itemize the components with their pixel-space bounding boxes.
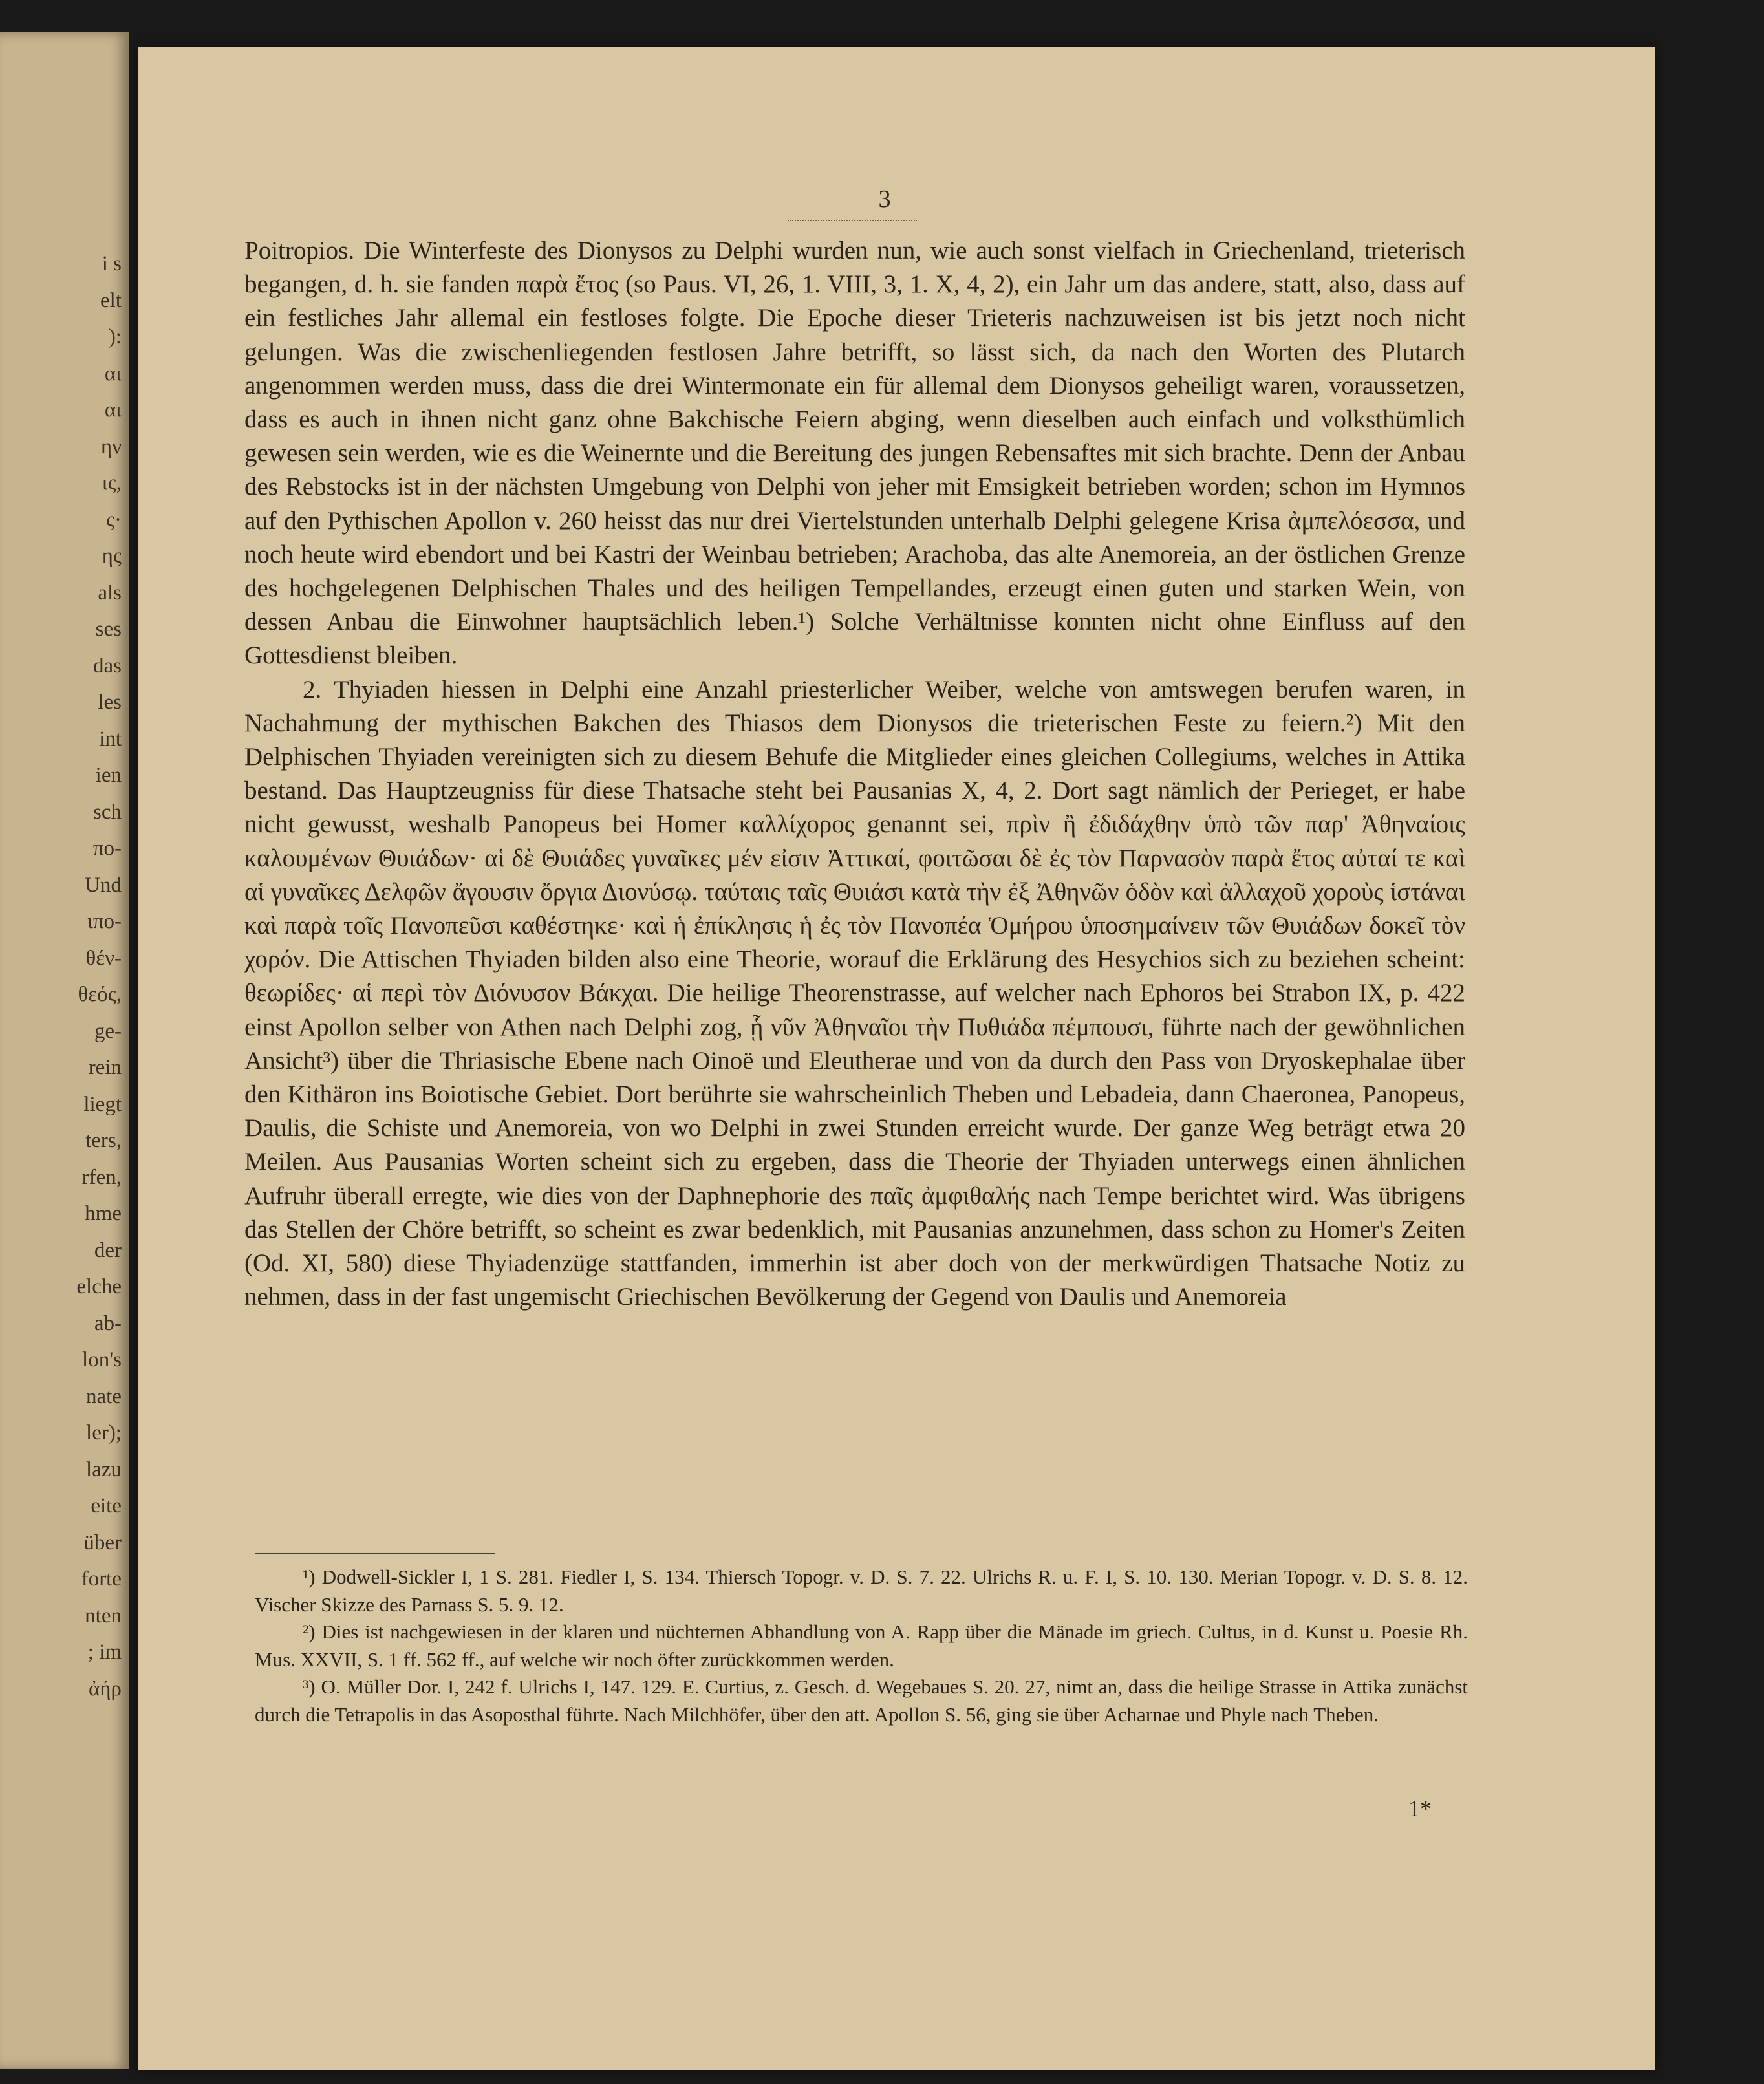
facing-page-fragment: ses [95,618,122,641]
facing-page [0,32,129,2069]
footnote-mark: ³) [303,1675,316,1698]
facing-page-fragment: sch [93,800,122,824]
facing-page-fragment: als [98,581,122,605]
facing-page-fragment: elche [76,1275,122,1298]
footnote-3 [255,1673,1468,1728]
facing-page-fragment: ἀήρ [88,1677,122,1701]
footnote-divider [255,1553,495,1554]
facing-page-fragment: θεός, [78,983,122,1006]
facing-page-fragment: ις, [102,471,122,495]
facing-page-fragment: les [98,691,122,714]
facing-page-fragment: θέν- [85,946,122,970]
footnote-text: Dies ist nachgewiesen in der klaren und nüchternen Abhandlung von A. Rapp über die Mänade im griech. Cultus, in d. Kunst u. Poesie Rh. Mus. XXVII, S. 1 ff. 562 ff., auf welche wir noch öfter zurückkommen werden. [255,1620,1468,1671]
facing-page-fragment: ; im [87,1640,122,1664]
facing-page-fragment: ην [100,435,122,458]
facing-page-fragment: πο- [92,837,122,860]
facing-page-fragment: ge- [94,1019,122,1043]
facing-page-fragment: ters, [85,1129,122,1152]
facing-page-fragment: ης [102,544,122,568]
footnote-2 [255,1618,1468,1673]
facing-page-fragment: ler); [86,1421,122,1445]
main-text [244,234,1465,1315]
facing-page-fragment: das [93,654,122,678]
facing-page-fragment: ien [95,764,122,787]
facing-page-fragment: int [99,727,122,751]
facing-page-fragment: nate [86,1384,122,1408]
facing-page-fragment: ab- [94,1311,122,1335]
facing-page-fragment: ιπο- [87,910,122,933]
facing-page-fragment: der [94,1238,122,1262]
facing-page-fragment: rfen, [81,1165,122,1189]
footnote-text: Dodwell-Sickler I, 1 S. 281. Fiedler I, S. 134. Thiersch Topogr. v. D. S. 7. 22. Ulrichs R. u. F. I, S. 10. 130. Merian Topogr. v. D. S. 8. 12. Vischer Skizze des Parnass S. 5. 9. 12. [255,1565,1468,1616]
facing-page-fragment: nten [85,1604,122,1627]
facing-page-fragment: i s [102,252,122,275]
facing-page-fragment: eite [91,1494,122,1518]
facing-page-fragment: lazu [86,1457,122,1481]
footnote-mark: ¹) [303,1565,316,1588]
page-number: 3 [878,186,891,213]
facing-page-fragment: ): [108,325,122,349]
facing-page-fragment: lon's [82,1348,122,1371]
paragraph-2: 2. Thyiaden hiessen in Delphi eine Anzahl priesterlicher Weiber, welche von amtswegen berufen waren, in Nachahmung der mythischen Bakchen des Thiasos dem Dionysos die trieterischen Feste zu feiern.²) Mit den Delphischen Thyiaden vereinigten sich zu diesem Behufe die Mitglieder eines gleichen Collegiums, welches in Attika bestand. Das Hauptzeugniss für diese Thatsache steht bei Pausanias X, 4, 2. Dort sagt nämlich der Perieget, er habe nicht gewusst, weshalb Panopeus bei Homer καλλίχορος genannt sei, πρὶν ἢ ἐδιδάχθην ὑπὸ τῶν παρ' Ἀθηναίοις καλουμένων Θυιάδων· αἱ δὲ Θυιάδες γυναῖκες μέν εἰσιν Ἀττικαί, φοιτῶσαι δὲ ἐς τὸν Παρνασὸν παρὰ ἔτος αὐταί τε καὶ αἱ γυναῖκες Δελφῶν ἄγουσιν ὄργια Διονύσῳ. ταύταις ταῖς Θυιάσι κατὰ τὴν ἐξ Ἀθηνῶν ὁδὸν καὶ ἀλλαχοῦ χοροὺς ἱστάναι καὶ παρὰ τοῖς Πανοπεῦσι καθέστηκε· καὶ ἡ ἐπίκλησις ἡ ἐς τὸν Πανοπέα Ὁμήρου ὑποσημαίνειν τῶν Θυιάδων δοκεῖ τὸν χορόν. Die Attischen Thyiaden bilden also eine Theorie, worauf die Erklärung des Hesychios sich zu beziehen scheint: θεωρίδες· αἱ περὶ τὸν Διόνυσον Βάκχαι. Die heilige Theorenstrasse, auf welcher nach Ephoros bei Strabon IX, p. 422 einst Apollon selber von Athen nach Delphi zog, ᾗ νῦν Ἀθηναῖοι τὴν Πυθιάδα πέμπουσι, führte nach der gewöhnlichen Ansicht³) über die Thriasische Ebene nach Oinoë und Eleutherae und von da durch den Pass von Dryoskephalae über den Kithäron ins Boiotische Gebiet. Dort berührte sie wahrscheinlich Theben und Lebadeia, dann Chaeronea, Panopeus, Daulis, die Schiste und Anemoreia, von wo Delphi in zwei Stunden erreicht wurde. Der ganze Weg beträgt etwa 20 Meilen. Aus Pausanias Worten scheint sich zu ergeben, dass die Theorie der Thyiaden unterwegs einen ähnlichen Aufruhr überall erregte, wie dies von der Daphnephorie des παῖς ἀμφιθαλής nach Tempe berichtet wird. Was übrigens das Stellen der Chöre betrifft, so scheint es zwar bedenklich, mit Pausanias anzunehmen, dass schon zu Homer's Zeiten (Od. XI, 580) diese Thyiadenzüge stattfanden, immerhin ist aber doch von der merkwürdigen Thatsache Notiz zu nehmen, dass in der fast ungemischt Griechischen Bevölkerung der Gegend von Daulis und Anemoreia [244,675,1465,1311]
page-number-ornament [788,216,917,221]
signature-mark: 1* [1408,1796,1432,1821]
facing-page-fragment: hme [85,1202,122,1225]
paragraph-1: Poitropios. Die Winterfeste des Dionysos zu Delphi wurden nun, wie auch sonst vielfach in Griechenland, trieterisch begangen, d. h. sie fanden παρὰ ἔτος (so Paus. VI, 26, 1. VIII, 3, 1. X, 4, 2), ein Jahr um das andere, statt, also, dass auf ein festliches Jahr allemal ein festloses folgte. Die Epoche dieser Trieteris nachzuweisen ist bis jetzt noch nicht gelungen. Was die zwischenliegenden festlosen Jahre betrifft, so lässt sich, da nach den Worten des Plutarch angenommen werden muss, dass die drei Wintermonate ein für allemal dem Dionysos geheiligt waren, voraussetzen, dass es auch in ihnen nicht ganz ohne Bakchische Feiern abging, wenn dieselben auch einfach und volksthümlich gewesen sein werden, wie es die Weinernte und die Bereitung des jungen Rebensaftes mit sich brachte. Denn der Anbau des Rebstocks ist in der nächsten Umgebung von Delphi von jeher mit Emsigkeit betrieben worden; schon im Hymnos auf den Pythischen Apollon v. 260 heisst das nur drei Viertelstunden unterhalb Delphi gelegene Krisa ἀμπελόεσσα, und noch heute wird ebendort und bei Kastri der Weinbau betrieben; Arachoba, das alte Anemoreia, an der östlichen Grenze des hochgelegenen Delphischen Thales und des heiligen Tempellandes, erzeugt einen guten und starken Wein, von dessen Anbau die Einwohner hauptsächlich leben.¹) Solche Verhältnisse konnten nicht ohne Einfluss auf den Gottesdienst bleiben. [244,237,1465,670]
facing-page-fragment: rein [88,1056,122,1079]
facing-page-fragment: forte [81,1567,122,1591]
facing-page-fragment: über [83,1531,122,1554]
facing-page-fragment: liegt [83,1092,122,1116]
facing-page-fragment: Und [85,873,122,897]
footnote-mark: ²) [303,1620,316,1643]
facing-page-fragment: elt [100,288,122,312]
facing-page-fragment: αι [104,361,122,385]
footnote-text: O. Müller Dor. I, 242 f. Ulrichs I, 147. 129. E. Curtius, z. Gesch. d. Wegebaues S. 20. 27, nimt an, dass die heilige Strasse in Attika zunächst durch die Tetrapolis in das Asoposthal führte. Nach Milchhöfer, über den att. Apollon S. 56, ging sie über Acharnae und Phyle nach Theben. [255,1675,1468,1726]
footnotes [255,1563,1468,1728]
facing-page-fragment: αι [104,398,122,422]
facing-page-fragments [76,246,122,1707]
book-page [138,47,1655,2070]
facing-page-fragment: ς· [105,508,122,532]
footnote-1 [255,1563,1468,1618]
